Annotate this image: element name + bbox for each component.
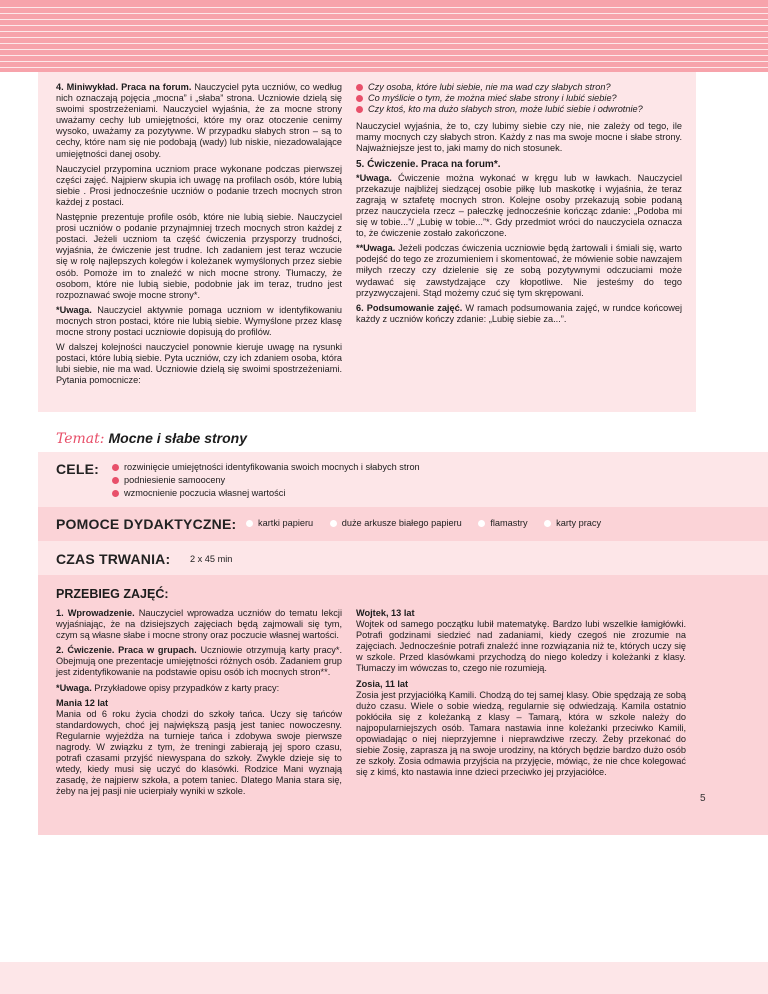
paragraph: Nauczyciel wyjaśnia, że to, czy lubimy siebie czy nie, nie zależy od tego, ile mamy mocnych czy słabych stron. Każdy z nas ma swoje mocne i słabe strony. Najważniejsze jest to, jaki mamy do nich stosunek. — [356, 121, 682, 154]
case-name: Zosia, 11 lat — [356, 678, 409, 689]
paragraph: Następnie prezentuje profile osób, które nie lubią siebie. Nauczyciel prosi uczniów o podanie przynajmniej trzech mocnych stron każdej z postaci. Jeżeli uczniom ta część ćwiczenia przysporzy trudności, wyjaśnia, że ćwiczenie jest trudne. Ich zadaniem jest teraz wczucie się w rolę najlepszych kolegów i koleżanek wymyślonych przez siebie osób. Pomoże im to znaleźć w nich mocne strony. Tłumaczy, że osobom, które nie lubią siebie, podobnie jak im teraz, trudno jest rozpoznawać swoje mocne strony*. — [56, 212, 342, 300]
paragraph: *Uwaga. Nauczyciel aktywnie pomaga uczniom w identyfikowaniu mocnych stron postaci, które nie lubią siebie. Wymyślone przez klasę mocne strony postaci uczniowie dopisują do profilów. — [56, 304, 342, 337]
goals-list — [112, 461, 420, 500]
list-item: Czy ktoś, kto ma dużo słabych stron, może lubić siebie i odwrotnie? — [356, 104, 682, 115]
paragraph: Nauczyciel przypomina uczniom prace wykonane podczas pierwszej części zajęć. Najpierw skupia ich uwagę na profilach osób, które lubią siebie . Prosi jednocześnie uczniów o podanie trzech mocnych stron każdej z postaci. — [56, 163, 342, 207]
question-list — [356, 82, 682, 115]
top-decorative-band — [0, 0, 768, 72]
bullet-dot-icon — [544, 520, 551, 527]
bullet-dot-icon — [112, 464, 119, 471]
list-item: rozwinięcie umiejętności identyfikowania swoich mocnych i słabych stron — [112, 461, 420, 474]
bullet-dot-icon — [112, 490, 119, 497]
paragraph: **Uwaga. Jeżeli podczas ćwiczenia uczniowie będą żartowali i śmiali się, warto podejść do tego ze zrozumieniem i skomentować, że mówienie sobie nawzajem miłych rzeczy czy dzielenie się ze sobą pozytywnymi odczuciami może wydawać się zawstydzające czy kłopotliwe. Nie jesteśmy do tego przyzwyczajeni. Stąd możemy czuć się tym skrępowani. — [356, 243, 682, 298]
paragraph: Wojtek od samego początku lubił matematykę. Bardzo lubi wszelkie łamigłówki. Potrafi godzinami siedzieć nad zadaniami, kiedy czegoś nie zrozumie na zajęciach. Jednocześnie potrafi znaleźć inne rozwiązania niż te, których uczy się w szkole. Przed klasówkami przychodzą do niego koledzy i koleżanki z klasy. Tłumaczy im wówczas to, czego nie rozumieją. — [356, 619, 686, 674]
list-item: Co myślicie o tym, że można mieć słabe strony i lubić siebie? — [356, 93, 682, 104]
lesson-plan-column-left — [56, 608, 342, 802]
topic-title: Mocne i słabe strony — [108, 430, 247, 446]
duration-label: CZAS TRWANIA: — [56, 551, 171, 567]
continuation-column-left — [56, 82, 342, 390]
lesson-plan-column-right — [356, 608, 686, 782]
bullet-dot-icon — [246, 520, 253, 527]
paragraph: 4. Miniwykład. Praca na forum. Nauczyciel pyta uczniów, co według nich oznaczają pojęcia „mocna” i „słaba” strona. Uczniowie dzielą się swoimi spostrzeżeniami. Nauczyciel wyjaśnia, że za mocne strony uważamy cechy lub umiejętności, które my oraz otoczenie cenimy wysoko, uważamy za pozytywne. W przypadku słabych stron – są to cechy, które nam się nie podobają (wady) lub niskie, niezadowalające umiejętności danej osoby. — [56, 82, 342, 159]
paragraph: W dalszej kolejności nauczyciel ponownie kieruje uwagę na rysunki postaci, które lubią siebie. Pyta uczniów, czy ich zdaniem osoba, która lubi siebie, nie ma wad. Uczniowie dzielą się swoimi spostrzeżeniami. Pytania pomocnicze: — [56, 342, 342, 386]
bottom-decorative-band — [0, 962, 768, 994]
page-number: 5 — [700, 793, 706, 804]
paragraph: *Uwaga. Ćwiczenie można wykonać w kręgu lub w ławkach. Nauczyciel przekazuje najbliżej siedzącej osobie piłkę lub maskotkę i wyjaśnia, że teraz zagrają w sztafetę mocnych stron. Kolejne osoby przekazują sobie podaną przez nauczyciela rzecz – pałeczkę jednocześnie kończąc zdanie: „Podoba mi się w tobie...”/ „Lubię w tobie...”*. Gdy przedmiot wróci do nauczyciela oznacza to, że ćwiczenie zostało zakończone. — [356, 172, 682, 239]
lesson-topic — [56, 430, 247, 447]
case-name: Mania 12 lat — [56, 697, 109, 708]
bullet-dot-icon — [112, 477, 119, 484]
duration-value: 2 x 45 min — [190, 554, 233, 564]
paragraph: Zosia jest przyjaciółką Kamili. Chodzą do tej samej klasy. Obie spędzają ze sobą dużo czasu. Wiele o sobie wiedzą, regularnie się odwiedzają. Kamila ostatnio pokłóciła się z koleżanką z klasy – Tamarą, która w szkole należy do najpopularniejszych osób. Tamara nastawia inne koleżanki przeciwko Kamili, opowiadając o niej nieprzyjemne i nieprawdziwe rzeczy. Żeby przekonać do siebie Zosię, zaprasza ją na swoje urodziny, na których będzie bardzo dużo osób ze szkoły. Zosia odmawia przyjścia na przyjęcie, mówiąc, że nie chce kolegować się z kimś, kto nastawia inne dzieci przeciwko jej przyjaciółce. — [356, 689, 686, 778]
list-item: kartki papieru — [246, 518, 313, 528]
paragraph: 1. Wprowadzenie. Nauczyciel wprowadza uczniów do tematu lekcji wyjaśniając, że na dzisiejszych zajęciach będą zajmowali się tym, czym są własne słabe i mocne strony oraz poczucie własnej wartości. — [56, 608, 342, 641]
list-item: Czy osoba, które lubi siebie, nie ma wad czy słabych stron? — [356, 82, 682, 93]
materials-list — [246, 518, 615, 528]
paragraph: 2. Ćwiczenie. Praca w grupach. Uczniowie otrzymują karty pracy*. Obejmują one prezentacje umiejętności różnych osób. Zadaniem grup jest zidentyfikowanie na podstawie opisu osób ich mocnych stron**. — [56, 645, 343, 678]
list-item: flamastry — [478, 518, 527, 528]
list-item: karty pracy — [544, 518, 601, 528]
list-item: podniesienie samooceny — [112, 474, 420, 487]
lesson-plan-title: PRZEBIEG ZAJĘĆ: — [56, 587, 169, 601]
case-name: Wojtek, 13 lat — [356, 608, 415, 618]
bullet-dot-icon — [478, 520, 485, 527]
paragraph: 6. Podsumowanie zajęć. W ramach podsumowania zajęć, w rundce końcowej każdy z uczniów kończy zdanie: „Lubię siebie za...”. — [356, 302, 682, 324]
list-item: duże arkusze białego papieru — [330, 518, 462, 528]
bullet-dot-icon — [356, 84, 363, 91]
section-heading-5: 5. Ćwiczenie. Praca na forum*. — [356, 158, 501, 170]
paragraph: Mania od 6 roku życia chodzi do szkoły tańca. Uczy się tańców standardowych, choć jej największą pasją jest taniec nowoczesny. Regularnie wyjeżdża na turnieje tańca i zdobywa swoje pierwsze nagrody. W związku z tym, że treningi zabierają jej sporo czasu, potrafi czasami przyjść niewyspana do szkoły. Zwykle dzieje się to wtedy, kiedy musi się uczyć do klasówki. Rodzice Mani wyznają zasadę, że najpierw szkoła, a potem taniec. Dlatego Mania stara się, żeby na jej pasji nie ucierpiały wyniki w szkole. — [56, 708, 342, 797]
goals-label: CELE: — [56, 461, 99, 477]
continuation-column-right — [356, 82, 682, 329]
paragraph: *Uwaga. Przykładowe opisy przypadków z karty pracy: — [56, 682, 280, 693]
bullet-dot-icon — [330, 520, 337, 527]
bullet-dot-icon — [356, 106, 363, 113]
topic-label: Temat: — [56, 431, 105, 447]
materials-label: POMOCE DYDAKTYCZNE: — [56, 516, 237, 532]
bullet-dot-icon — [356, 95, 363, 102]
list-item: wzmocnienie poczucia własnej wartości — [112, 487, 420, 500]
